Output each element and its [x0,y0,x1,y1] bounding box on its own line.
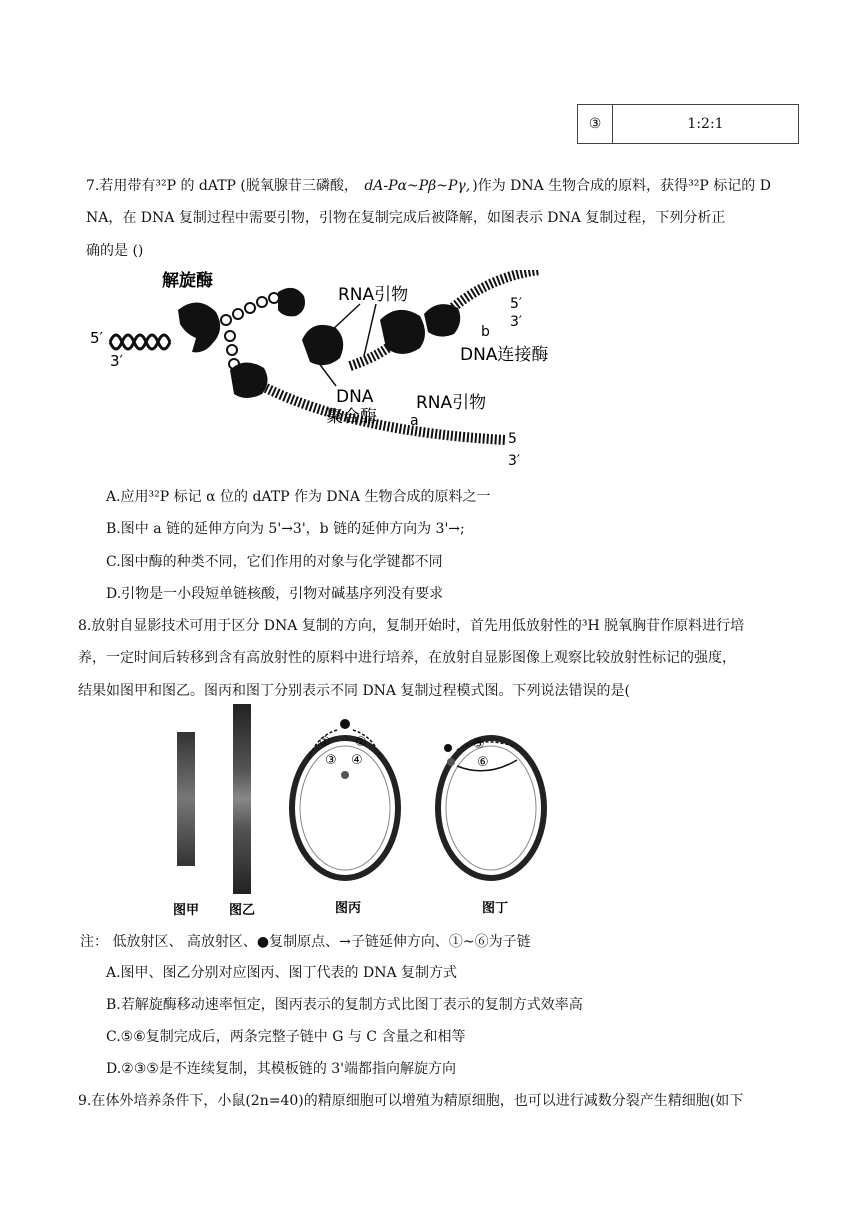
q7-formula: dA-Pα~Pβ~Pγ, [364,178,471,194]
autoradiography-figure [165,700,555,925]
q8-option-c: C.⑤⑥复制完成后，两条完整子链中 G 与 C 含量之和相等 [106,1029,466,1045]
label-ding: 图丁 [482,901,509,916]
polymerase-middle [302,325,343,365]
polymerase-top [278,288,305,317]
bar-yi [233,704,251,894]
q8-option-d: D.②③⑤是不连续复制，其模板链的 3'端都指向解旋方向 [106,1061,457,1077]
rna-primer-bottom-label: RNA引物 [416,393,487,413]
q8-note: 注： 低放射区、 高放射区、●复制原点、→子链延伸方向、①~⑥为子链 [80,934,531,950]
q8-stem-line1: 8.放射自显影技术可用于区分 DNA 复制的方向，复制开始时，首先用低放射性的³H 脱氧胸苷作原料进行培 [78,618,745,634]
polymerase-label: 聚合酶 [326,407,377,427]
helicase-label: 解旋酶 [162,271,213,291]
plasmid-bing [292,738,398,878]
q8-stem-line2: 养，一定时间后转移到含有高放射性的原料中进行培养，在放射自显影图像上观察比较放射性标记的强度， [78,650,736,666]
rna-primer-top-label: RNA引物 [338,285,409,305]
label-yi: 图乙 [229,903,256,918]
origin-ding [444,744,452,752]
polymerase-right [380,310,425,354]
q9-stem-line1: 9.在体外培养条件下，小鼠(2n=40)的精原细胞可以增殖为精原细胞，也可以进行减数分裂产生精细胞(如下 [78,1093,744,1109]
q8-stem-line3: 结果如图甲和图乙。图丙和图丁分别表示不同 DNA 复制过程模式图。下列说法错误的是( [78,683,630,699]
bar-jia [177,732,195,866]
origin-bing [340,719,350,729]
left-5-label: 5′ [90,329,103,347]
strand-4: ④ [351,753,363,768]
strand-1: ① [319,735,331,750]
q7-option-a: A.应用³²P 标记 α 位的 dATP 作为 DNA 生物合成的原料之一 [106,489,491,505]
plasmid-ding [438,738,544,878]
q7-stem-line3: 确的是 () [86,243,144,259]
left-3-label: 3′ [110,352,123,370]
label-b: b [481,324,490,340]
q7-stem-part1: 7.若用带有³²P 的 dATP (脱氧腺苷三磷酸， [86,178,358,194]
strand-6: ⑥ [477,755,489,770]
q8-option-b: B.若解旋酶移动速率恒定，图丙表示的复制方式比图丁表示的复制方式效率高 [106,997,583,1013]
label-bing: 图丙 [335,901,362,916]
ratio-table [577,104,799,144]
q7-stem-line1 [86,176,771,196]
strand-5: ⑤ [473,737,485,752]
table-cell-index: ③ [578,105,613,144]
right-top-5-label: 5′ [510,296,523,312]
q7-stem-part2: )作为 DNA 生物合成的原料，获得³²P 标记的 D [472,178,771,194]
dna-label: DNA [336,387,374,407]
label-jia: 图甲 [173,903,200,918]
bead-chain [221,293,279,369]
right-bottom-5-label: 5 [508,431,517,447]
q8-option-a: A.图甲、图乙分别对应图丙、图丁代表的 DNA 复制方式 [106,965,458,981]
q7-option-c: C.图中酶的种类不同，它们作用的对象与化学键都不同 [106,554,443,570]
right-top-3-label: 3′ [510,314,523,330]
table-row [578,105,799,144]
q7-option-b: B.图中 a 链的延伸方向为 5'→3'，b 链的延伸方向为 3'→; [106,521,465,537]
strand-b [450,270,540,310]
q7-option-d: D.引物是一小段短单链核酸，引物对碱基序列没有要求 [106,586,444,602]
dna-replication-figure [80,270,550,475]
label-a: a [410,413,419,429]
q7-stem-line2: NA，在 DNA 复制过程中需要引物，引物在复制完成后被降解，如图表示 DNA 复制过程，下列分析正 [86,210,726,226]
table-cell-ratio: 1:2:1 [613,105,799,144]
helicase-enzyme [178,302,220,352]
strand-2: ② [355,735,367,750]
ligase-label: DNA连接酶 [460,345,549,365]
strand-3: ③ [325,753,337,768]
right-bottom-3-label: 3′ [508,453,521,469]
polymerase-bottom [230,362,268,398]
